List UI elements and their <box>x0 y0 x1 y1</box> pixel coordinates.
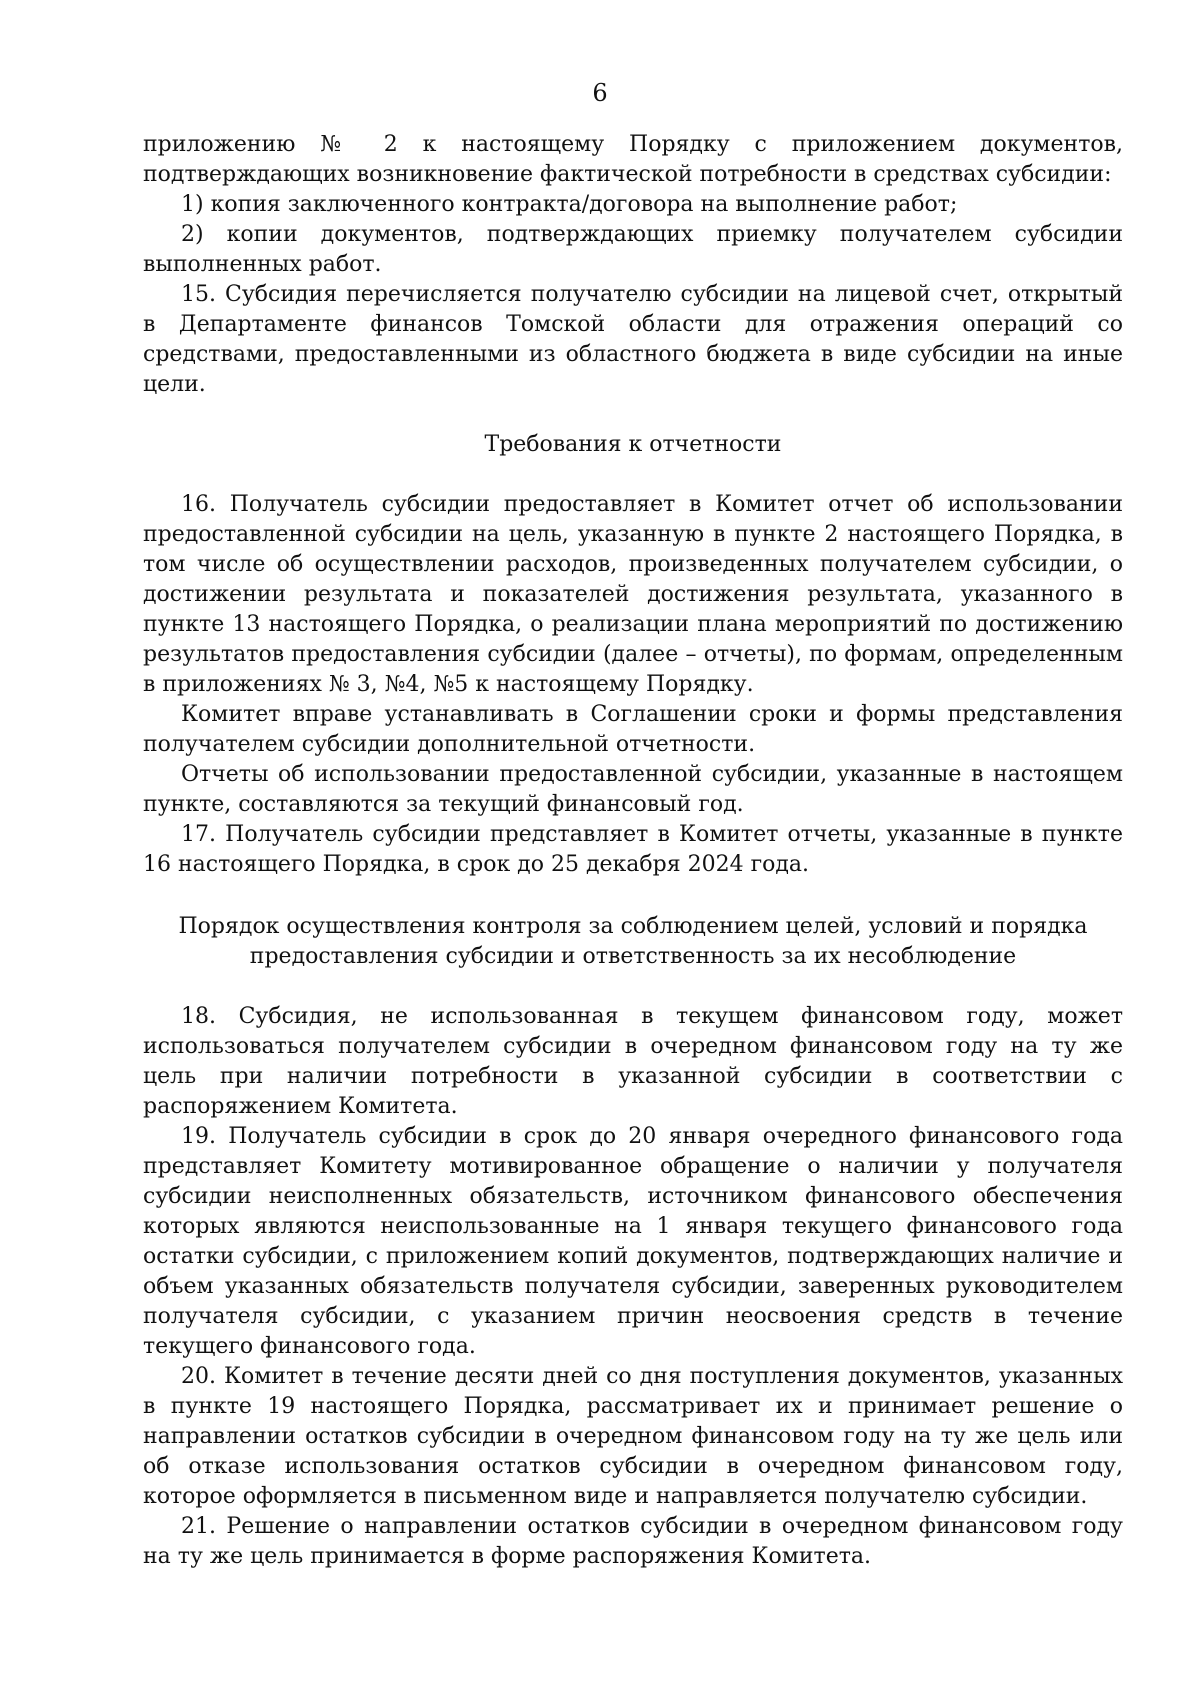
paragraph-21: 21. Решение о направлении остатков субсидии в очередном финансовом году на ту же цель принимается в форме распоряжения Комитета. <box>143 1514 1123 1569</box>
paragraph-18: 18. Субсидия, не использованная в текущем финансовом году, может использоваться получателем субсидии в очередном финансовом году на ту же цель при наличии потребности в указанной субсидии в соответствии с распоряжением Комитета. <box>143 1004 1123 1119</box>
paragraph-16-additional: Комитет вправе устанавливать в Соглашении сроки и формы представления получателем субсидии дополнительной отчетности. <box>143 702 1123 757</box>
paragraph-continuation: приложению № 2 к настоящему Порядку с приложением документов, подтверждающих возникновение фактической потребности в средствах субсидии: <box>143 132 1123 187</box>
section-heading-control-line-1: Порядок осуществления контроля за соблюдением целей, условий и порядка <box>178 914 1088 939</box>
section-heading-control-line-2: предоставления субсидии и ответственность за их несоблюдение <box>249 944 1017 969</box>
list-item-2: 2) копии документов, подтверждающих приемку получателем субсидии выполненных работ. <box>143 222 1123 277</box>
paragraph-17: 17. Получатель субсидии представляет в Комитет отчеты, указанные в пункте 16 настоящего Порядка, в срок до 25 декабря 2024 года. <box>143 822 1123 877</box>
page-number: 6 <box>592 79 608 107</box>
paragraph-15: 15. Субсидия перечисляется получателю субсидии на лицевой счет, открытый в Департаменте финансов Томской области для отражения операций со средствами, предоставленными из областного бюджета в виде субсидии на иные цели. <box>143 282 1123 397</box>
list-item-1: 1) копия заключенного контракта/договора на выполнение работ; <box>181 192 958 217</box>
paragraph-19: 19. Получатель субсидии в срок до 20 января очередного финансового года представляет Комитету мотивированное обращение о наличии у получателя субсидии неисполненных обязательств, источником финансового обеспечения которых являются неиспользованные на 1 января текущего финансового года остатки субсидии, с приложением копий документов, подтверждающих наличие и объем указанных обязательств получателя субсидии, заверенных руководителем получателя субсидии, с указанием причин неосвоения средств в течение текущего финансового года. <box>143 1124 1123 1359</box>
paragraph-16-period: Отчеты об использовании предоставленной субсидии, указанные в настоящем пункте, составляются за текущий финансовый год. <box>143 762 1123 817</box>
document-body <box>143 130 1123 1572</box>
section-heading-reports: Требования к отчетности <box>484 432 782 457</box>
paragraph-16: 16. Получатель субсидии предоставляет в Комитет отчет об использовании предоставленной субсидии на цель, указанную в пункте 2 настоящего Порядка, в том числе об осуществлении расходов, произведенных получателем субсидии, о достижении результата и показателей достижения результата, указанного в пункте 13 настоящего Порядка, о реализации плана мероприятий по достижению результатов предоставления субсидии (далее – отчеты), по формам, определенным в приложениях № 3, №4, №5 к настоящему Порядку. <box>143 492 1123 697</box>
paragraph-20: 20. Комитет в течение десяти дней со дня поступления документов, указанных в пункте 19 настоящего Порядка, рассматривает их и принимает решение о направлении остатков субсидии в очередном финансовом году на ту же цель или об отказе использования остатков субсидии в очередном финансовом году, которое оформляется в письменном виде и направляется получателю субсидии. <box>143 1364 1123 1509</box>
